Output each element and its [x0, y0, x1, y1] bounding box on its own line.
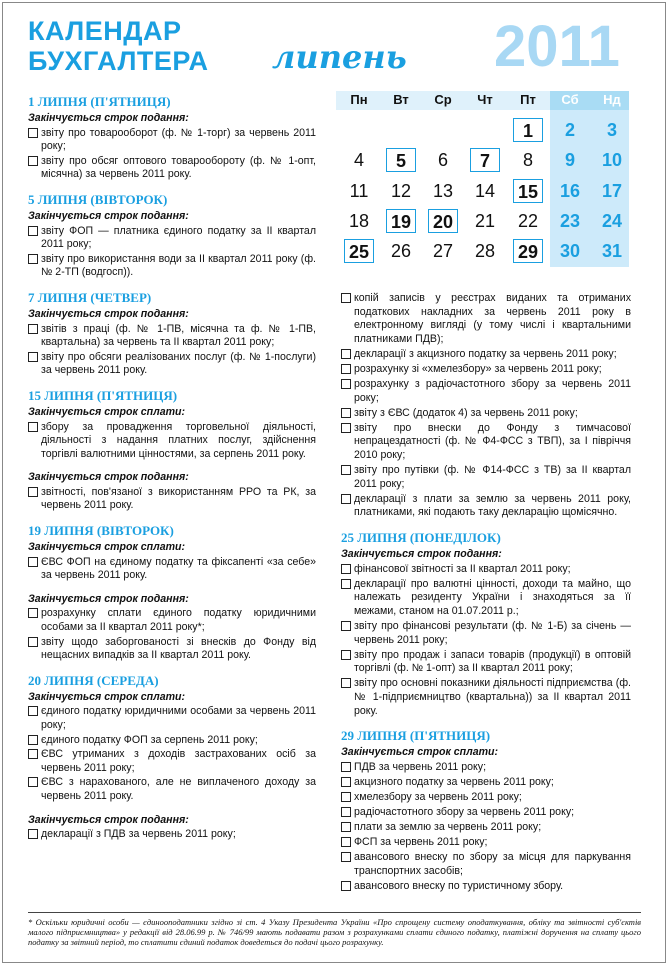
- checklist-item: [341, 806, 631, 820]
- checklist-item: [341, 493, 631, 520]
- calendar-deadline-day: 5: [386, 148, 416, 172]
- checklist-item: [341, 348, 631, 362]
- checklist-item: [28, 323, 316, 350]
- calendar-day: 8: [522, 150, 533, 170]
- section-date: 1 ЛИПНЯ (П'ЯТНИЦЯ): [28, 94, 171, 109]
- calendar-day: 13: [432, 181, 454, 201]
- deadline-label: Закінчується строк сплати:: [28, 405, 186, 418]
- calendar-day: 23: [559, 211, 581, 231]
- checkbox[interactable]: [341, 349, 351, 359]
- checklist-item-text: звіту про товарооборот (ф. № 1-торг) за червень 2011 року;: [41, 126, 316, 153]
- checklist-item-text: ЄВС утриманих з доходів застрахованих осіб за червень 2011 року;: [41, 748, 316, 774]
- month-calendar: [336, 91, 629, 267]
- checklist-item-text: декларації з акцизного податку за червень 2011 року;: [354, 347, 617, 360]
- checkbox[interactable]: [341, 379, 351, 389]
- calendar-deadline-day: 25: [344, 239, 374, 263]
- deadline-label: Закінчується строк подання:: [28, 209, 189, 222]
- checklist-item-text: авансового внеску по туристичному збору.: [354, 879, 564, 892]
- checklist-item: [341, 422, 631, 463]
- checklist-item-text: авансового внеску по збору за місця для паркування транспортних засобів;: [354, 851, 631, 877]
- checkbox[interactable]: [341, 408, 351, 418]
- checklist-item-text: фінансової звітності за II квартал 2011 року;: [354, 562, 571, 575]
- left-column: [28, 94, 316, 852]
- checkbox[interactable]: [28, 422, 38, 432]
- title-line-2: БУХГАЛТЕРА: [28, 46, 209, 76]
- checklist-item: [28, 734, 316, 748]
- checkbox[interactable]: [341, 807, 351, 817]
- checklist-item: [341, 578, 631, 619]
- calendar-day: 28: [474, 241, 496, 261]
- calendar-day: 30: [559, 241, 581, 261]
- checklist-item: [28, 556, 316, 583]
- checklist-item-text: звіту про використання води за II квартал 2011 року (ф. № 2-ТП (водгосп)).: [41, 252, 316, 279]
- checklist-item: [341, 620, 631, 647]
- checklist-item: [28, 351, 316, 378]
- calendar-day: 10: [601, 150, 623, 170]
- checklist-item-text: звіту щодо заборгованості зі внесків до Фонду від нещасних випадків за II квартал 2011 року.: [41, 635, 316, 662]
- deadline-label: Закінчується строк подання:: [28, 471, 189, 484]
- checkbox[interactable]: [28, 128, 38, 138]
- section-date: 19 ЛИПНЯ (ВІВТОРОК): [28, 523, 174, 539]
- checkbox[interactable]: [28, 557, 38, 567]
- calendar-deadline-day: 29: [513, 239, 543, 263]
- checklist-item-text: єдиного податку ФОП за серпень 2011 року;: [41, 733, 258, 746]
- checkbox[interactable]: [28, 749, 38, 759]
- calendar-day: 9: [564, 150, 575, 170]
- checkbox[interactable]: [341, 293, 351, 303]
- checkbox[interactable]: [341, 423, 351, 433]
- calendar-deadline-day: 15: [513, 179, 543, 203]
- checkbox[interactable]: [341, 852, 351, 862]
- weekday-header: Нд: [603, 92, 621, 107]
- weekday-header: Пн: [350, 92, 368, 107]
- checklist-item: [28, 607, 316, 634]
- checkbox[interactable]: [28, 735, 38, 745]
- year-number: 2011: [494, 14, 620, 79]
- checklist-item: [28, 748, 316, 775]
- calendar-day: 4: [353, 150, 364, 170]
- checkbox[interactable]: [28, 352, 38, 362]
- calendar-deadline-day: 19: [386, 209, 416, 233]
- calendar-day: 24: [601, 211, 623, 231]
- checklist-item-text: ФСП за червень 2011 року;: [354, 836, 488, 849]
- checklist-item-text: звіту про обсяги реалізованих послуг (ф. № 1-послуги) за червень 2011 року.: [41, 350, 316, 377]
- checklist-item-text: звіту про путівки (ф. № Ф14-ФСС з ТВ) за II квартал 2011 року;: [354, 464, 631, 490]
- calendar-day: 17: [601, 181, 623, 201]
- checklist-item-text: радіочастотного збору за червень 2011 року;: [354, 806, 575, 818]
- checklist-item-text: декларації з ПДВ за червень 2011 року;: [41, 828, 236, 841]
- calendar-day: 31: [601, 241, 623, 261]
- checkbox[interactable]: [341, 465, 351, 475]
- checklist-item: [341, 363, 631, 377]
- checkbox[interactable]: [341, 837, 351, 847]
- checklist-item: [341, 563, 631, 577]
- checklist-item: [341, 407, 631, 421]
- checklist-item: [341, 761, 631, 775]
- deadline-section: [341, 530, 631, 718]
- weekday-header: Чт: [477, 92, 493, 107]
- checklist-item: [28, 828, 316, 842]
- checklist-item-text: звіту про основні показники діяльності підприємства (ф. № 1-підприємництво (квартальна)) за II квартал 2011 року.: [354, 677, 631, 717]
- checklist-item-text: розрахунку зі «хмелезбору» за червень 2011 року;: [354, 362, 602, 375]
- checklist-item-text: ЄВС ФОП на єдиному податку та фіксапенті «за себе» за червень 2011 року.: [41, 555, 316, 582]
- calendar-day: 2: [564, 120, 575, 140]
- section-date: 7 ЛИПНЯ (ЧЕТВЕР): [28, 289, 152, 305]
- deadline-section: [28, 673, 316, 842]
- checklist-item-text: звітів з праці (ф. № 1-ПВ, місячна та ф. № 1-ПВ, квартальна) за червень та II квартал 2011 року;: [41, 322, 316, 349]
- checkbox[interactable]: [341, 881, 351, 891]
- deadline-label: Закінчується строк подання:: [341, 548, 502, 560]
- deadline-section: [28, 388, 316, 513]
- footnote-divider: [28, 912, 641, 913]
- calendar-day: 26: [390, 241, 412, 261]
- checklist-item-text: звітності, пов'язаної з використанням РРО та РК, за червень 2011 року.: [41, 485, 316, 512]
- checklist-item: [341, 378, 631, 405]
- calendar-day: 14: [474, 181, 496, 201]
- checkbox[interactable]: [28, 637, 38, 647]
- checkbox[interactable]: [341, 777, 351, 787]
- checkbox[interactable]: [28, 777, 38, 787]
- calendar-day: 12: [390, 181, 412, 201]
- checklist-item: [341, 821, 631, 835]
- checkbox[interactable]: [341, 564, 351, 574]
- section-date: 25 ЛИПНЯ (ПОНЕДІЛОК): [341, 530, 501, 545]
- weekday-header: Вт: [393, 92, 409, 107]
- checklist-item: [28, 636, 316, 663]
- deadline-label: Закінчується строк сплати:: [28, 541, 186, 554]
- weekday-header: Сб: [561, 92, 579, 107]
- deadline-label: Закінчується строк сплати:: [341, 746, 499, 759]
- checklist-item-text: звіту про продаж і запаси товарів (продукції) в оптовій торгівлі (ф. № 1-опт) за II квартал 2011 року;: [354, 648, 631, 675]
- deadline-label: Закінчується строк подання:: [28, 307, 189, 320]
- checklist-item-text: декларації про валютні цінності, доходи та майно, що належать резиденту України і знаходяться за її межами, станом на 01.07.2011 р.;: [354, 577, 631, 617]
- checkbox[interactable]: [341, 650, 351, 660]
- month-name: липень: [272, 38, 407, 76]
- checklist-item: [341, 292, 631, 346]
- weekday-header: Ср: [434, 92, 452, 107]
- checklist-item-text: розрахунку сплати єдиного податку юридичними особами за II квартал 2011 року*;: [41, 607, 316, 634]
- checkbox[interactable]: [28, 156, 38, 166]
- checklist-item: [28, 776, 316, 803]
- checkbox[interactable]: [341, 762, 351, 772]
- checklist-item-text: звіту про внески до Фонду з тимчасової непрацездатності (ф. № Ф4-ФСС з ТВП), за I півріччя 2010 року;: [354, 421, 631, 462]
- section-date: 20 ЛИПНЯ (СЕРЕДА): [28, 672, 159, 688]
- section-date: 5 ЛИПНЯ (ВІВТОРОК): [28, 191, 168, 207]
- checklist-item: [28, 155, 316, 182]
- checklist-item-text: звіту про фінансові результати (ф. № 1-Б) за січень — червень 2011 року;: [354, 619, 631, 646]
- checklist-item: [28, 705, 316, 732]
- deadline-label: Закінчується строк подання:: [28, 112, 189, 124]
- checklist-item-text: копій записів у реєстрах виданих та отриманих податкових накладних за червень 2011 року в електронному вигляді (у тому числі і квартальними платниками ПДВ);: [354, 292, 631, 345]
- checkbox[interactable]: [341, 621, 351, 631]
- checkbox[interactable]: [341, 364, 351, 374]
- checklist-item-text: звіту з ЄВС (додаток 4) за червень 2011 року;: [354, 406, 578, 419]
- checklist-item-text: ПДВ за червень 2011 року;: [354, 760, 487, 773]
- checkbox[interactable]: [341, 822, 351, 832]
- checklist-item: [341, 836, 631, 850]
- section-date: 15 ЛИПНЯ (П'ЯТНИЦЯ): [28, 387, 178, 403]
- checklist-item: [28, 486, 316, 513]
- calendar-day: 27: [432, 241, 454, 261]
- deadline-label: Закінчується строк подання:: [28, 813, 189, 826]
- checklist-item: [341, 677, 631, 718]
- checkbox[interactable]: [28, 487, 38, 497]
- checklist-item: [28, 225, 316, 252]
- checkbox[interactable]: [28, 608, 38, 618]
- calendar-deadline-day: 1: [513, 118, 543, 142]
- calendar-day: 22: [517, 211, 539, 231]
- checklist-item-text: єдиного податку юридичними особами за червень 2011 року;: [41, 705, 316, 731]
- checklist-item: [341, 776, 631, 790]
- footnote: * Оскільки юридичні особи — єдинооподатники згідно зі ст. 4 Указу Президента України «Про спрощену систему оподаткування, обліку та звітності суб'єктів малого підприємництва» у редакції від 28.06.99 р. № 746/99 мають подавати разом з розрахунками сплати єдиного податку, платіжні доручення на сплату цього податку за звітний період, то сплатити єдиний податок доведеться до подачі цього розрахунку.: [28, 917, 641, 947]
- deadline-section: [28, 523, 316, 663]
- deadline-label: Закінчується строк сплати:: [28, 690, 186, 703]
- checkbox[interactable]: [28, 829, 38, 839]
- checklist-item-text: збору за провадження торговельної діяльності, діяльності з надання платних послуг, здійснення торгівлі валютними цінностями, за серпень 2011 року.: [41, 420, 316, 460]
- checklist-item-text: декларації з плати за землю за червень 2011 року, платниками, які подають таку декларацію щомісячно.: [354, 492, 631, 519]
- checklist-item-text: акцизного податку за червень 2011 року;: [354, 775, 554, 788]
- section-date: 29 ЛИПНЯ (П'ЯТНИЦЯ): [341, 728, 491, 744]
- right-column: [341, 292, 631, 904]
- checklist-item: [341, 851, 631, 878]
- checklist-item: [28, 253, 316, 280]
- calendar-day: 6: [437, 150, 448, 170]
- deadline-section: [341, 292, 631, 520]
- checklist-item: [28, 127, 316, 154]
- checkbox[interactable]: [341, 579, 351, 589]
- checklist-item: [28, 421, 316, 462]
- checklist-item-text: ЄВС з нарахованого, але не виплаченого доходу за червень 2011 року.: [41, 776, 316, 802]
- checklist-item-text: звіту ФОП — платника єдиного податку за II квартал 2011 року;: [41, 224, 316, 251]
- checkbox[interactable]: [28, 706, 38, 716]
- checkbox[interactable]: [28, 254, 38, 264]
- page-title: [28, 16, 209, 76]
- checkbox[interactable]: [341, 494, 351, 504]
- checkbox[interactable]: [28, 226, 38, 236]
- checklist-item-text: розрахунку з радіочастотного збору за червень 2011 року;: [354, 378, 631, 404]
- calendar-day: 16: [559, 181, 581, 201]
- checkbox[interactable]: [341, 792, 351, 802]
- checklist-item: [341, 791, 631, 805]
- deadline-label: Закінчується строк подання:: [28, 592, 189, 605]
- calendar-deadline-day: 20: [428, 209, 458, 233]
- checkbox[interactable]: [28, 324, 38, 334]
- weekday-header: Пт: [520, 92, 536, 107]
- title-line-1: КАЛЕНДАР: [28, 16, 182, 46]
- checklist-item: [341, 464, 631, 491]
- checklist-item-text: звіту про обсяг оптового товарообороту (ф. № 1-опт, місячна) за червень 2011 року.: [41, 154, 316, 181]
- calendar-deadline-day: 7: [470, 148, 500, 172]
- checkbox[interactable]: [341, 678, 351, 688]
- deadline-section: [28, 192, 316, 280]
- calendar-day: 21: [474, 211, 496, 231]
- calendar-day: 3: [606, 120, 617, 140]
- calendar-day: 11: [349, 181, 369, 201]
- checklist-item-text: плати за землю за червень 2011 року;: [354, 821, 542, 834]
- checklist-item: [341, 880, 631, 894]
- deadline-section: [28, 94, 316, 182]
- deadline-section: [28, 290, 316, 378]
- checklist-item-text: хмелезбору за червень 2011 року;: [354, 790, 522, 803]
- calendar-day: 18: [348, 211, 370, 231]
- checklist-item: [341, 649, 631, 676]
- deadline-section: [341, 728, 631, 893]
